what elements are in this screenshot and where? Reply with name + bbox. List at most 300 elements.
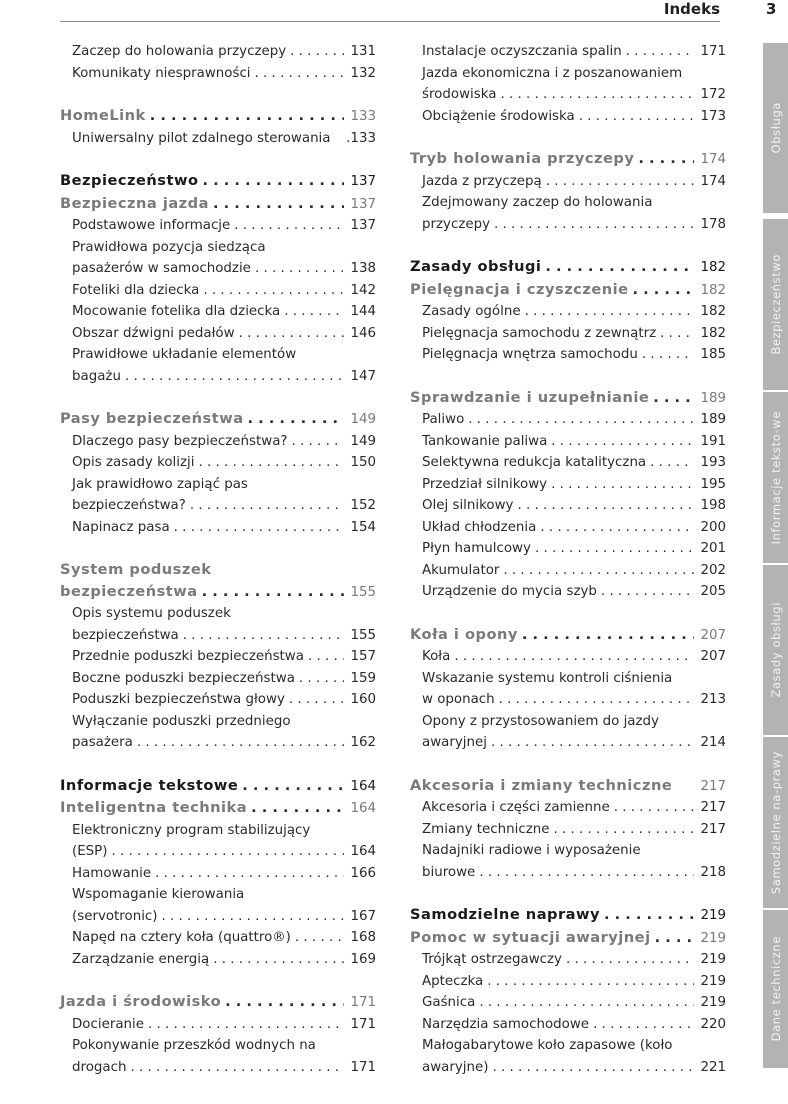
- index-entry[interactable]: [60, 625, 376, 647]
- entry-title: Obszar dźwigni pedałów: [72, 325, 235, 341]
- dot-leader: [525, 301, 694, 323]
- dot-leader: [593, 1014, 694, 1036]
- index-entry[interactable]: [410, 1014, 726, 1036]
- index-entry[interactable]: [410, 862, 726, 884]
- side-tab-label: Informacje teksto-we: [768, 410, 783, 545]
- index-entry[interactable]: [60, 949, 376, 971]
- index-entry-line: [410, 1035, 726, 1057]
- page-ref[interactable]: 185: [700, 347, 726, 362]
- index-heading-section[interactable]: [60, 193, 376, 216]
- dot-leader: [213, 193, 344, 215]
- dot-leader: [174, 517, 344, 539]
- index-entry[interactable]: [60, 301, 376, 323]
- entry-title: bagażu: [72, 368, 121, 384]
- dot-leader: [299, 668, 344, 690]
- index-entry[interactable]: [410, 409, 726, 431]
- page-ref[interactable]: 171: [350, 995, 376, 1010]
- entry-title: Zaczep do holowania przyczepy: [72, 44, 287, 59]
- page-ref[interactable]: 157: [350, 649, 376, 664]
- index-heading-section[interactable]: [410, 387, 726, 410]
- page-ref[interactable]: 173: [700, 108, 726, 124]
- entry-title: Wspomaganie kierowania: [72, 887, 245, 902]
- page-ref[interactable]: 138: [350, 261, 376, 276]
- index-entry[interactable]: [410, 344, 726, 366]
- page-ref[interactable]: 207: [700, 649, 726, 664]
- index-heading-main[interactable]: [60, 170, 376, 193]
- page-ref[interactable]: 159: [350, 670, 376, 686]
- entry-title: przyczepy: [422, 216, 491, 232]
- page-ref[interactable]: 219: [700, 995, 726, 1010]
- dot-leader: [500, 84, 694, 106]
- dot-leader: [503, 560, 694, 582]
- dot-leader: [111, 841, 344, 863]
- entry-title: Elektroniczny program stabilizujący: [72, 822, 311, 838]
- side-tab-bezpieczenstwo[interactable]: [763, 219, 788, 390]
- entry-title: Docieranie: [72, 1016, 144, 1032]
- dot-leader: [289, 689, 344, 711]
- page-ref[interactable]: 217: [700, 778, 726, 794]
- page-ref[interactable]: 137: [350, 196, 376, 212]
- section-gap: [410, 366, 726, 387]
- entry-title: Wskazanie systemu kontroli ciśnienia: [422, 670, 673, 686]
- page-ref[interactable]: 171: [700, 44, 726, 59]
- entry-title: Zasady ogólne: [422, 304, 521, 319]
- side-tab-label: Bezpieczeństwo: [768, 254, 783, 355]
- entry-title: Akumulator: [422, 562, 500, 578]
- index-entry[interactable]: [60, 215, 376, 237]
- dot-leader: [566, 949, 694, 971]
- page-ref[interactable]: 189: [700, 412, 726, 427]
- entry-title: Jazda ekonomiczna i z poszanowaniem: [422, 65, 683, 81]
- index-entry[interactable]: [60, 927, 376, 949]
- index-entry[interactable]: [60, 689, 376, 711]
- page-ref[interactable]: 155: [350, 584, 376, 600]
- dot-leader: [499, 689, 694, 711]
- page-ref[interactable]: 218: [700, 864, 726, 880]
- index-entry[interactable]: [60, 323, 376, 345]
- page-ref[interactable]: 220: [700, 1016, 726, 1032]
- entry-title: System poduszek: [60, 561, 212, 578]
- dot-leader: [626, 41, 694, 63]
- index-entry[interactable]: [410, 538, 726, 560]
- index-heading-section[interactable]: [410, 148, 726, 171]
- entry-title: Pielęgnacja wnętrza samochodu: [422, 347, 638, 362]
- page-ref[interactable]: 154: [350, 519, 376, 535]
- index-entry-line: [60, 237, 376, 259]
- page-ref[interactable]: 219: [700, 930, 726, 946]
- index-entry[interactable]: [60, 63, 376, 85]
- page-ref[interactable]: 162: [350, 735, 376, 750]
- index-entry[interactable]: [60, 517, 376, 539]
- section-gap: [60, 84, 376, 105]
- index-heading-main[interactable]: [410, 256, 726, 279]
- dot-leader: [614, 797, 694, 819]
- side-tab-informacje-tekstowe[interactable]: [763, 392, 788, 563]
- entry-title: Pomoc w sytuacji awaryjnej: [410, 928, 651, 946]
- page-ref[interactable]: 149: [350, 433, 376, 449]
- index-entry[interactable]: [60, 646, 376, 668]
- index-entry-line: [410, 668, 726, 690]
- dot-leader: [494, 214, 694, 236]
- page-ref[interactable]: 198: [700, 498, 726, 513]
- page-ref[interactable]: 150: [350, 455, 376, 470]
- dot-leader: [579, 106, 694, 128]
- index-heading-section[interactable]: [60, 797, 376, 820]
- page-ref[interactable]: 172: [700, 87, 726, 102]
- section-gap: [60, 754, 376, 775]
- entry-title: Sprawdzanie i uzupełnianie: [410, 388, 650, 406]
- entry-title: bezpieczeństwa: [72, 627, 179, 643]
- entry-title: Pielęgnacja samochodu z zewnątrz: [422, 325, 657, 341]
- entry-title: Napęd na cztery koła (quattro®): [72, 930, 291, 945]
- index-entry[interactable]: [60, 668, 376, 690]
- section-gap: [410, 127, 726, 148]
- dot-leader: [650, 452, 694, 474]
- page-ref[interactable]: 164: [350, 801, 376, 816]
- entry-title: Uniwersalny pilot zdalnego sterowania: [72, 130, 331, 146]
- page-ref[interactable]: 160: [350, 692, 376, 707]
- index-heading-main[interactable]: [60, 775, 376, 798]
- dot-leader: [198, 452, 344, 474]
- dot-leader: [292, 431, 344, 453]
- page-ref[interactable]: 191: [700, 433, 726, 449]
- page-ref[interactable]: 217: [700, 821, 726, 837]
- side-tab-zasady-obslugi[interactable]: [763, 565, 788, 735]
- index-heading-main[interactable]: [410, 904, 726, 927]
- section-gap: [410, 754, 726, 775]
- side-tab-label: Dane techniczne: [768, 936, 783, 1042]
- dot-leader: [251, 797, 344, 819]
- dot-leader: [653, 387, 694, 409]
- entry-title: Trójkąt ostrzegawczy: [422, 952, 562, 967]
- entry-title: Mocowanie fotelika dla dziecka: [72, 304, 281, 319]
- page-ref[interactable]: 174: [700, 173, 726, 189]
- entry-title: Dlaczego pasy bezpieczeństwa?: [72, 433, 288, 449]
- entry-title: pasażerów w samochodzie: [72, 261, 251, 276]
- page-ref[interactable]: 164: [350, 844, 376, 859]
- index-entry-line: [410, 192, 726, 214]
- index-entry[interactable]: [410, 797, 726, 819]
- dot-leader: [148, 1014, 344, 1036]
- entry-title: Koła i opony: [410, 625, 518, 643]
- index-heading-section[interactable]: [410, 927, 726, 950]
- entry-title: Boczne poduszki bezpieczeństwa: [72, 670, 295, 686]
- entry-title: Olej silnikowy: [422, 498, 514, 513]
- index-entry[interactable]: [60, 128, 376, 150]
- entry-title: Narzędzia samochodowe: [422, 1016, 590, 1032]
- index-heading-section[interactable]: [410, 624, 726, 647]
- entry-title: Zasady obsługi: [410, 258, 542, 275]
- index-entry[interactable]: [410, 732, 726, 754]
- index-entry-line: [410, 840, 726, 862]
- page-ref[interactable]: 164: [350, 778, 376, 794]
- page-ref[interactable]: 174: [700, 152, 726, 167]
- dot-leader: [162, 906, 344, 928]
- index-entry[interactable]: [60, 41, 376, 63]
- dot-leader: [239, 323, 344, 345]
- index-entry[interactable]: [410, 581, 726, 603]
- index-entry-line: [410, 63, 726, 85]
- index-entry[interactable]: [60, 452, 376, 474]
- index-heading-section: [60, 559, 376, 581]
- index-entry[interactable]: [410, 301, 726, 323]
- index-entry[interactable]: [60, 431, 376, 453]
- page-ref[interactable]: 171: [350, 1059, 376, 1075]
- page-ref[interactable]: 219: [700, 908, 726, 923]
- section-gap: [60, 538, 376, 559]
- dot-leader: [202, 581, 344, 603]
- index-entry[interactable]: [410, 431, 726, 453]
- entry-title: Paliwo: [422, 412, 465, 427]
- entry-title: Obciążenie środowiska: [422, 108, 575, 124]
- index-entry[interactable]: [60, 1057, 376, 1079]
- index-entry[interactable]: [60, 1014, 376, 1036]
- entry-title: Instalacje oczyszczania spalin: [422, 44, 622, 59]
- index-entry[interactable]: [60, 366, 376, 388]
- page-ref[interactable]: 182: [700, 282, 726, 298]
- page-ref[interactable]: 142: [350, 282, 376, 298]
- entry-title: bezpieczeństwa?: [72, 498, 186, 513]
- dot-leader: [255, 63, 344, 85]
- page-ref[interactable]: 182: [700, 304, 726, 319]
- entry-title: biurowe: [422, 864, 476, 880]
- entry-title: Selektywna redukcja katalityczna: [422, 455, 647, 470]
- side-tab-obsluga[interactable]: [763, 43, 788, 213]
- dot-leader: [604, 904, 694, 926]
- entry-title: Gaśnica: [422, 995, 476, 1010]
- entry-title: środowiska: [422, 87, 497, 102]
- dot-leader: [155, 863, 344, 885]
- index-entry[interactable]: [410, 323, 726, 345]
- dot-leader: [295, 927, 344, 949]
- dot-leader: [454, 646, 694, 668]
- page-ref[interactable]: 147: [350, 368, 376, 384]
- entry-title: Opis zasady kolizji: [72, 455, 195, 470]
- entry-title: Układ chłodzenia: [422, 519, 537, 535]
- page-ref[interactable]: 152: [350, 498, 376, 513]
- index-entry[interactable]: [410, 971, 726, 993]
- page-ref[interactable]: 201: [700, 541, 726, 556]
- index-entry[interactable]: [410, 474, 726, 496]
- dot-leader: [553, 819, 694, 841]
- dot-leader: [655, 927, 694, 949]
- entry-title: Poduszki bezpieczeństwa głowy: [72, 692, 285, 707]
- entry-title: Przedział silnikowy: [422, 476, 548, 492]
- entry-title: Informacje tekstowe: [60, 776, 239, 794]
- entry-title: w oponach: [422, 692, 495, 707]
- page-ref[interactable]: 189: [700, 390, 726, 406]
- entry-title: Płyn hamulcowy: [422, 541, 531, 556]
- index-entry[interactable]: [410, 949, 726, 971]
- entry-title: Jazda z przyczepą: [422, 173, 542, 189]
- dot-leader: [638, 148, 694, 170]
- dot-leader: [213, 949, 344, 971]
- page-ref[interactable]: 221: [700, 1059, 726, 1075]
- entry-title: Bezpieczna jazda: [60, 194, 209, 212]
- index-entry[interactable]: [410, 689, 726, 711]
- index-entry[interactable]: [410, 517, 726, 539]
- dot-leader: [492, 1057, 694, 1079]
- index-entry-line: [60, 1035, 376, 1057]
- index-entry[interactable]: [410, 84, 726, 106]
- index-entry[interactable]: [410, 560, 726, 582]
- page-ref[interactable]: 207: [700, 627, 726, 643]
- entry-title: Wyłączanie poduszki przedniego: [72, 713, 291, 729]
- index-heading-section[interactable]: [60, 105, 376, 128]
- dot-leader: [660, 323, 694, 345]
- index-column-right: [410, 41, 726, 1078]
- entry-title: Jak prawidłowo zapiąć pas: [72, 476, 248, 492]
- index-entry[interactable]: [410, 646, 726, 668]
- index-entry-line: [60, 884, 376, 906]
- page-ref[interactable]: 200: [700, 519, 726, 535]
- index-heading-section[interactable]: [60, 408, 376, 431]
- page-ref[interactable]: 171: [350, 1016, 376, 1032]
- entry-title: Opony z przystosowaniem do jazdy: [422, 713, 659, 729]
- entry-title: Nadajniki radiowe i wyposażenie: [422, 843, 641, 858]
- entry-title: pasażera: [72, 735, 133, 750]
- entry-title: (servotronic): [72, 908, 158, 924]
- entry-title: awaryjne): [422, 1059, 489, 1075]
- index-entry[interactable]: [60, 863, 376, 885]
- index-entry-line: [60, 603, 376, 625]
- index-heading-section[interactable]: [410, 279, 726, 302]
- entry-title: Zdejmowany zaczep do holowania: [422, 195, 653, 210]
- index-entry[interactable]: [60, 732, 376, 754]
- page-ref[interactable]: 193: [700, 455, 726, 470]
- index-entry[interactable]: [410, 452, 726, 474]
- dot-leader: [190, 495, 344, 517]
- index-entry[interactable]: [410, 1057, 726, 1079]
- entry-title: Urządzenie do mycia szyb: [422, 584, 597, 599]
- side-tab-samodzielne-naprawy[interactable]: [763, 737, 788, 908]
- page-ref[interactable]: 169: [350, 951, 376, 967]
- page-ref[interactable]: 132: [350, 65, 376, 81]
- entry-title: Prawidłowe układanie elementów: [72, 347, 297, 362]
- entry-title: Prawidłowa pozycja siedząca: [72, 239, 266, 255]
- entry-title: Małogabarytowe koło zapasowe (koło: [422, 1038, 673, 1053]
- page-ref[interactable]: 214: [700, 735, 726, 750]
- index-heading-section[interactable]: [60, 581, 376, 604]
- entry-title: Pielęgnacja i czyszczenie: [410, 280, 629, 298]
- index-entry-line: [60, 474, 376, 496]
- dot-leader: [517, 495, 694, 517]
- dot-leader: [248, 408, 344, 430]
- page-ref[interactable]: 182: [700, 260, 726, 275]
- dot-leader: [308, 646, 344, 668]
- index-entry[interactable]: [60, 258, 376, 280]
- page-ref[interactable]: 182: [700, 325, 726, 341]
- index-entry[interactable]: [60, 280, 376, 302]
- page-ref[interactable]: 144: [350, 304, 376, 319]
- page-ref[interactable]: 146: [350, 325, 376, 341]
- page-ref[interactable]: 168: [350, 930, 376, 945]
- entry-title: HomeLink: [60, 107, 146, 124]
- index-entry-line: [60, 344, 376, 366]
- page-number: 3: [766, 0, 777, 18]
- dot-leader: [234, 215, 344, 237]
- dot-leader: [546, 171, 694, 193]
- index-entry-line: [410, 711, 726, 733]
- entry-title: Jazda i środowisko: [60, 993, 222, 1010]
- page-ref[interactable]: 219: [700, 973, 726, 989]
- side-tab-dane-techniczne[interactable]: [763, 910, 788, 1068]
- index-entry[interactable]: [410, 41, 726, 63]
- page-ref[interactable]: 205: [700, 584, 726, 599]
- entry-title: Foteliki dla dziecka: [72, 282, 200, 298]
- page-ref[interactable]: 195: [700, 476, 726, 492]
- section-gap: [410, 235, 726, 256]
- dot-leader: [479, 862, 694, 884]
- dot-leader: [633, 279, 694, 301]
- dot-leader: [137, 732, 344, 754]
- page-ref[interactable]: 133: [350, 109, 376, 124]
- dot-leader: [535, 538, 694, 560]
- dot-leader: [203, 280, 344, 302]
- page-ref[interactable]: 155: [350, 627, 376, 643]
- page-ref[interactable]: 137: [350, 218, 376, 233]
- page-ref[interactable]: 149: [350, 412, 376, 427]
- section-gap: [60, 149, 376, 170]
- header-rule: [60, 21, 720, 22]
- entry-title: Akcesoria i zmiany techniczne: [410, 776, 673, 794]
- page-ref[interactable]: 213: [700, 692, 726, 707]
- index-entry-line: [60, 711, 376, 733]
- page-ref[interactable]: 166: [350, 865, 376, 881]
- index-entry[interactable]: [60, 495, 376, 517]
- dot-leader: [487, 971, 694, 993]
- entry-title: Samodzielne naprawy: [410, 906, 601, 923]
- index-entry[interactable]: [410, 495, 726, 517]
- running-header-title: Indeks: [663, 0, 720, 18]
- dot-leader: [183, 625, 344, 647]
- index-heading-section[interactable]: [410, 775, 726, 798]
- entry-title: Zarządzanie energią: [72, 951, 210, 967]
- entry-title: Przednie poduszki bezpieczeństwa: [72, 649, 304, 664]
- page-ref[interactable]: 137: [350, 174, 376, 189]
- entry-title: Pokonywanie przeszkód wodnych na: [72, 1038, 316, 1053]
- page-ref[interactable]: 178: [700, 216, 726, 232]
- section-gap: [410, 883, 726, 904]
- entry-title: Pasy bezpieczeństwa: [60, 410, 244, 427]
- side-tab-label: Obsługa: [768, 102, 783, 154]
- page-ref[interactable]: 167: [350, 908, 376, 924]
- entry-title: awaryjnej: [422, 735, 487, 750]
- index-entry-line: [60, 820, 376, 842]
- page-ref[interactable]: .133: [346, 130, 376, 146]
- dot-leader: [150, 105, 344, 127]
- index-entry[interactable]: [410, 106, 726, 128]
- entry-title: Tankowanie paliwa: [422, 433, 548, 449]
- page-ref[interactable]: 217: [700, 800, 726, 815]
- entry-title: Akcesoria i części zamienne: [422, 800, 610, 815]
- index-entry[interactable]: [60, 906, 376, 928]
- page-ref[interactable]: 131: [350, 44, 376, 59]
- page-ref[interactable]: 202: [700, 562, 726, 578]
- page-ref[interactable]: 219: [700, 952, 726, 967]
- index-entry[interactable]: [410, 214, 726, 236]
- index-entry[interactable]: [410, 171, 726, 193]
- index-entry[interactable]: [60, 841, 376, 863]
- index-heading-section[interactable]: [60, 991, 376, 1014]
- index-entry[interactable]: [410, 992, 726, 1014]
- entry-title: drogach: [72, 1059, 127, 1075]
- dot-leader: [290, 41, 344, 63]
- index-entry[interactable]: [410, 819, 726, 841]
- entry-title: Zmiany techniczne: [422, 821, 550, 837]
- dot-leader: [551, 474, 694, 496]
- dot-leader: [125, 366, 344, 388]
